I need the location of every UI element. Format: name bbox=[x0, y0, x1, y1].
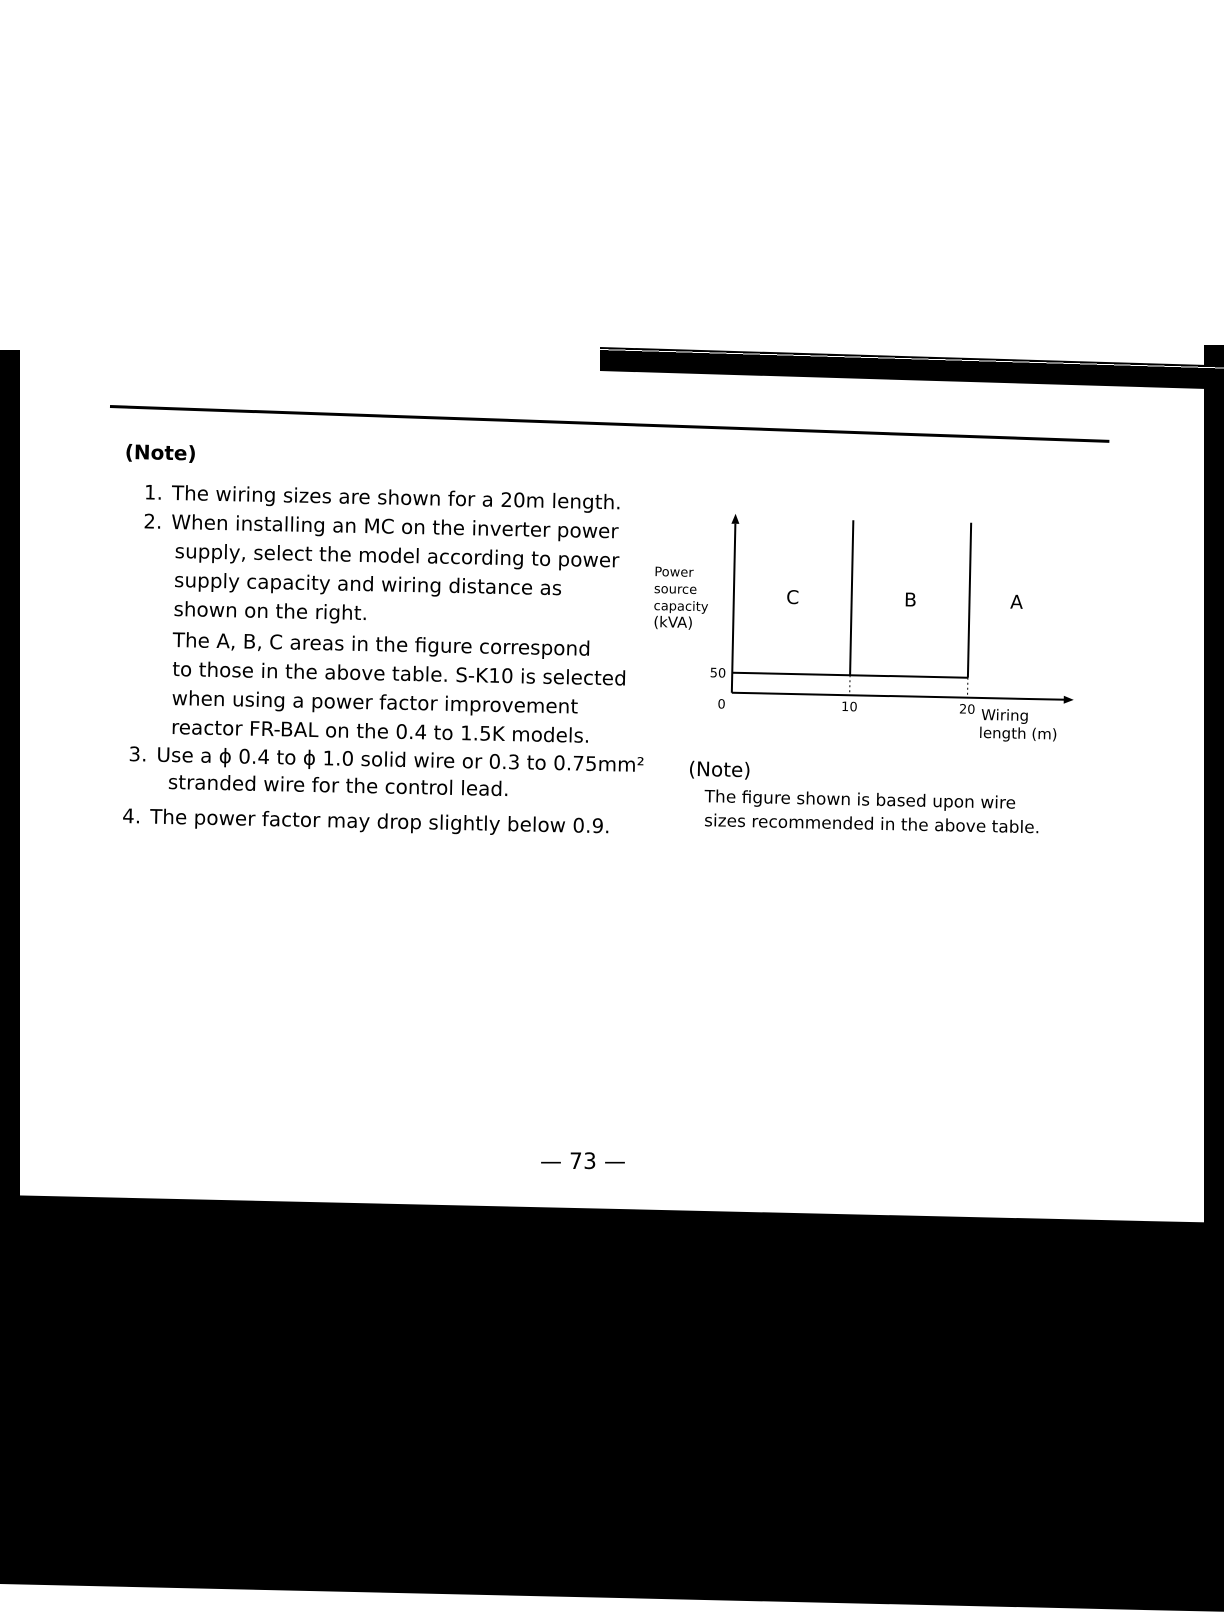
x-axis bbox=[732, 693, 1067, 700]
note-line: The power factor may drop slightly below 0.9. bbox=[150, 803, 650, 842]
note-line: shown on the right. bbox=[173, 595, 368, 628]
note-number: 4. bbox=[122, 802, 142, 831]
bottom-scan-area bbox=[0, 1195, 1224, 1612]
x-tick-label: 0 bbox=[717, 697, 726, 712]
region-label: A bbox=[1010, 592, 1023, 614]
left-scan-edge bbox=[0, 350, 20, 1200]
figure-note-heading: (Note) bbox=[688, 757, 751, 782]
note-line: supply, select the model according to power bbox=[174, 537, 619, 575]
note-line: The wiring sizes are shown for a 20m length. bbox=[172, 479, 672, 518]
note-line: Use a ϕ 0.4 to ϕ 1.0 solid wire or 0.3 to 0.75mm² bbox=[156, 741, 645, 780]
x-tick-label: 10 bbox=[841, 700, 858, 715]
y-axis-label-line: capacity bbox=[653, 599, 708, 615]
header-rule bbox=[110, 405, 1109, 443]
x-axis-arrow bbox=[1064, 696, 1074, 704]
y-axis bbox=[732, 524, 736, 693]
x-tick-label: 20 bbox=[959, 703, 976, 718]
y-axis-arrow bbox=[731, 514, 739, 524]
y-tick-label: 50 bbox=[710, 666, 727, 681]
note-number: 3. bbox=[128, 740, 148, 769]
y-axis-label-line: Power bbox=[654, 565, 694, 581]
note-line: supply capacity and wiring distance as bbox=[174, 566, 563, 603]
region-label: C bbox=[786, 587, 800, 609]
x-axis-label-line: Wiring bbox=[981, 706, 1029, 725]
top-scan-edge bbox=[600, 347, 1224, 390]
note-number: 2. bbox=[143, 507, 163, 536]
region-label: B bbox=[904, 589, 918, 611]
top-blank-area bbox=[0, 0, 1224, 340]
y-axis-label-line: source bbox=[654, 582, 697, 598]
region-boundary-line bbox=[850, 520, 853, 675]
chart bbox=[648, 506, 1083, 765]
note-line: When installing an MC on the inverter power bbox=[171, 508, 619, 546]
note-line: The A, B, C areas in the figure correspond bbox=[173, 626, 592, 664]
note-line: when using a power factor improvement bbox=[171, 684, 578, 722]
note-item-3 bbox=[127, 740, 648, 811]
note-line: stranded wire for the control lead. bbox=[168, 768, 510, 804]
x-axis-label-line: length (m) bbox=[979, 724, 1058, 744]
page-content bbox=[116, 440, 1125, 881]
note-item-2 bbox=[139, 507, 664, 758]
figure-note-line: The figure shown is based upon wire bbox=[704, 785, 1064, 817]
page-number: — 73 — bbox=[540, 1150, 626, 1175]
note-line: reactor FR-BAL on the 0.4 to 1.5K models. bbox=[171, 713, 591, 751]
note-number: 1. bbox=[144, 478, 164, 507]
figure-note-line: sizes recommended in the above table. bbox=[704, 809, 1064, 841]
right-scan-edge bbox=[1204, 345, 1224, 1245]
note-heading: (Note) bbox=[124, 440, 196, 466]
figure-note-text bbox=[704, 785, 1065, 841]
note-line: to those in the above table. S-K10 is selected bbox=[172, 655, 627, 694]
region-boundary-line bbox=[968, 523, 971, 678]
y-axis-label-line: (kVA) bbox=[653, 613, 693, 632]
